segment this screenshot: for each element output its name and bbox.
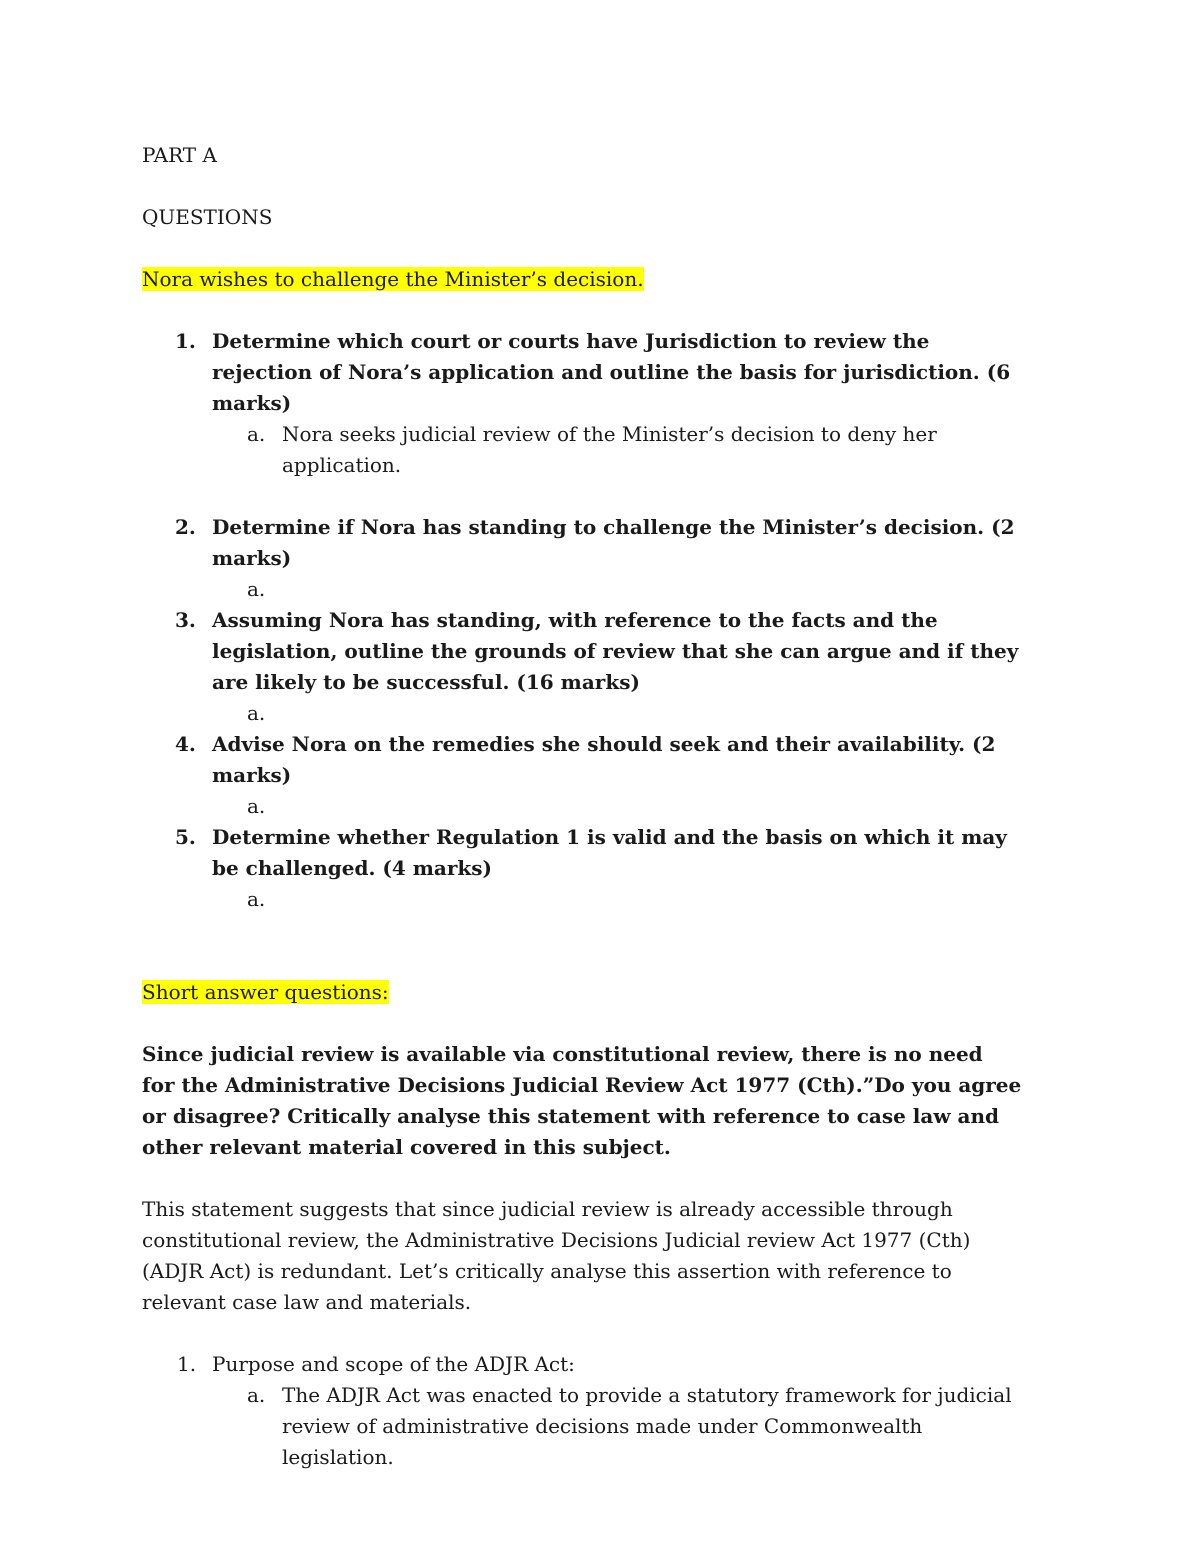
question-text: Advise Nora on the remedies she should seek and their availability. (2 marks) [212,732,996,787]
document-page [142,140,1022,1473]
question-list [142,326,1022,915]
analysis-points-list [142,1349,1022,1473]
questions-title: QUESTIONS [142,205,273,229]
question-number: 5. [175,825,196,849]
question-text: Assuming Nora has standing, with reference to the facts and the legislation, outline the grounds of review that she can argue and if they are likely to be successful. (16 marks) [212,608,1019,694]
spacer [142,481,1022,512]
question-text: Determine which court or courts have Jurisdiction to review the rejection of Nora’s application and outline the basis for jurisdiction. (6 marks) [212,329,1011,415]
question-number: 1. [175,329,196,353]
point-text: Purpose and scope of the ADJR Act: [212,1352,575,1376]
question-item [142,326,1022,481]
intro-highlight: Nora wishes to challenge the Minister’s decision. [142,267,644,291]
question-item [142,822,1022,915]
sub-letter: a. [247,701,266,725]
question-sub-item [142,419,1022,481]
sub-letter: a. [247,887,266,911]
essay-statement: Since judicial review is available via constitutional review, there is no need for the Administrative Decisions Judicial Review Act 1977 (Cth).”Do you agree or disagree? Critically analyse this statement with reference to case law and other relevant material covered in this subject. [142,1042,1022,1159]
sub-letter: a. [247,577,266,601]
sub-letter: a. [247,794,266,818]
question-sub-item [142,791,1022,822]
part-title: PART A [142,143,217,167]
sub-text: Nora seeks judicial review of the Minister’s decision to deny her application. [282,422,937,477]
question-sub-item [142,574,1022,605]
question-text: Determine whether Regulation 1 is valid and the basis on which it may be challenged. (4 marks) [212,825,1007,880]
question-number: 2. [175,515,196,539]
point-number: 1. [177,1352,197,1376]
short-answer-highlight: Short answer questions: [142,980,389,1004]
sub-letter: a. [247,1383,266,1407]
analysis-point [142,1349,1022,1473]
question-number: 4. [175,732,196,756]
question-number: 3. [175,608,196,632]
short-answer-heading [142,977,1022,1008]
intro-line [142,264,1022,295]
sub-text: The ADJR Act was enacted to provide a statutory framework for judicial review of administrative decisions made under Commonwealth legislation. [282,1383,1012,1469]
question-text: Determine if Nora has standing to challenge the Minister’s decision. (2 marks) [212,515,1015,570]
analysis-paragraph: This statement suggests that since judicial review is already accessible through constitutional review, the Administrative Decisions Judicial review Act 1977 (Cth) (ADJR Act) is redundant. Let’s critically analyse this assertion with reference to relevant case law and materials. [142,1197,971,1314]
question-sub-item [142,884,1022,915]
spacer [142,915,1022,977]
point-sub-item [142,1380,1022,1473]
sub-letter: a. [247,422,266,446]
question-item [142,512,1022,605]
question-sub-item [142,698,1022,729]
question-item [142,729,1022,822]
question-item [142,605,1022,729]
